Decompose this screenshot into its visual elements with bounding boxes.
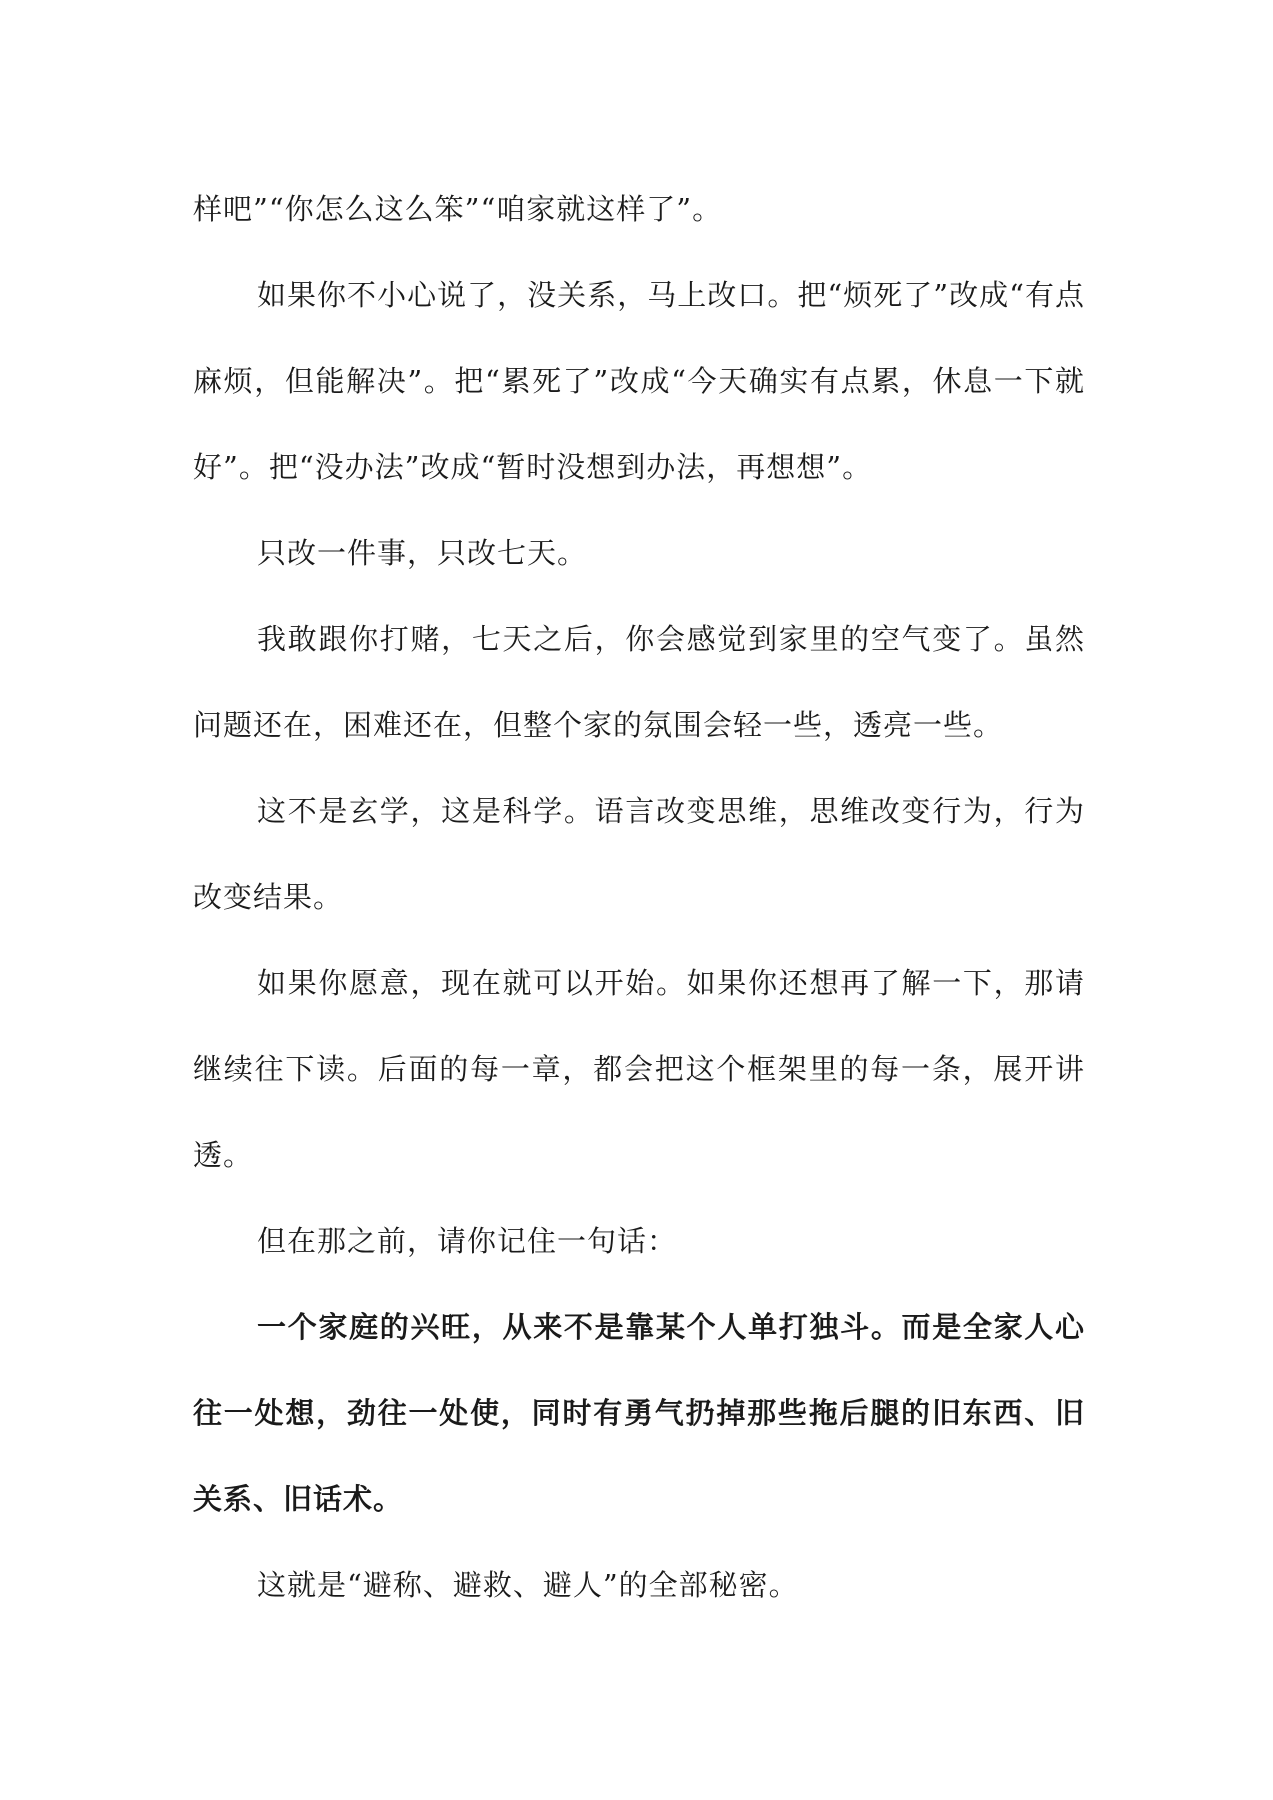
paragraph: 只改一件事，只改七天。 [257, 536, 588, 570]
body-text [193, 166, 1085, 1628]
paragraph: 如果你不小心说了，没关系，马上改口。把“烦死了”改成“有点麻烦，但能解决”。把“累死了”改成“今天确实有点累，休息一下就好”。把“没办法”改成“暂时没想到办法，再想想”。 [193, 278, 1085, 484]
paragraph: 这就是“避称、避救、避人”的全部秘密。 [257, 1568, 799, 1602]
paragraph: 但在那之前，请你记住一句话： [257, 1224, 678, 1258]
paragraph: 我敢跟你打赌，七天之后，你会感觉到家里的空气变了。虽然问题还在，困难还在，但整个家的氛围会轻一些，透亮一些。 [193, 622, 1085, 742]
emphasis-paragraph: 一个家庭的兴旺，从来不是靠某个人单打独斗。而是全家人心往一处想，劲往一处使，同时有勇气扔掉那些拖后腿的旧东西、旧关系、旧话术。 [193, 1310, 1085, 1516]
paragraph: 如果你愿意，现在就可以开始。如果你还想再了解一下，那请继续往下读。后面的每一章，都会把这个框架里的每一条，展开讲透。 [193, 966, 1085, 1172]
paragraph-continuation: 样吧”“你怎么这么笨”“咱家就这样了”。 [193, 192, 723, 226]
paragraph: 这不是玄学，这是科学。语言改变思维，思维改变行为，行为改变结果。 [193, 794, 1085, 914]
